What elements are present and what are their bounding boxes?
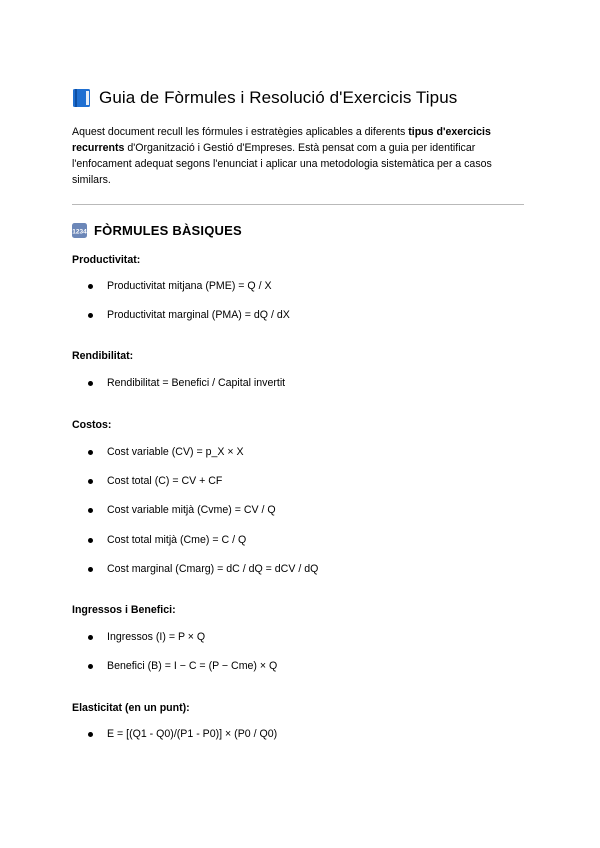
- list-item: [88, 446, 244, 458]
- group-heading-costos: Costos:: [72, 419, 112, 431]
- book-icon: [72, 88, 91, 108]
- svg-text:1234: 1234: [72, 228, 87, 236]
- list-item: [88, 475, 222, 487]
- formula-text: Cost variable mitjà (Cvme) = CV / Q: [107, 504, 276, 516]
- bullet: [88, 450, 93, 455]
- group-heading-rendibilitat: Rendibilitat:: [72, 350, 134, 362]
- list-item: [88, 309, 290, 321]
- bullet: [88, 567, 93, 572]
- horizontal-divider: [72, 204, 524, 205]
- bullet: [88, 664, 93, 669]
- bullet: [88, 538, 93, 543]
- intro-paragraph: [72, 124, 527, 188]
- list-item: [88, 280, 272, 292]
- list-item: [88, 631, 205, 643]
- list-item: [88, 660, 277, 672]
- formula-text: Productivitat mitjana (PME) = Q / X: [107, 280, 272, 292]
- intro-text-2: d'Organització i Gestió d'Empreses. Està pensat com a guia per identificar l'enfocament adequat segons l'enunciat i aplicar una metodologia sistemàtica per a casos similars.: [72, 142, 492, 186]
- formula-text: Cost total mitjà (Cme) = C / Q: [107, 534, 247, 546]
- bullet: [88, 284, 93, 289]
- list-item: [88, 728, 277, 740]
- formula-text: Benefici (B) = I − C = (P − Cme) × Q: [107, 660, 278, 672]
- formula-text: Cost marginal (Cmarg) = dC / dQ = dCV / dQ: [107, 563, 319, 575]
- list-item: [88, 534, 246, 546]
- bullet: [88, 381, 93, 386]
- section-title: FÒRMULES BÀSIQUES: [94, 223, 242, 238]
- list-item: [88, 504, 276, 516]
- bullet: [88, 313, 93, 318]
- intro-bold-text: tipus d'exercicis recurrents: [72, 126, 491, 154]
- formula-text: Rendibilitat = Benefici / Capital invertit: [107, 377, 286, 389]
- page-title: Guia de Fòrmules i Resolució d'Exercicis Tipus: [99, 88, 458, 107]
- group-heading-elasticitat: Elasticitat (en un punt):: [72, 702, 190, 714]
- intro-text-1: Aquest document recull les fórmules i estratègies aplicables a diferents: [72, 126, 409, 138]
- bullet: [88, 635, 93, 640]
- input-numbers-icon: [72, 223, 87, 238]
- bullet: [88, 732, 93, 737]
- formula-text: Cost variable (CV) = p_X × X: [107, 446, 244, 458]
- bullet: [88, 508, 93, 513]
- formula-text: Cost total (C) = CV + CF: [107, 475, 223, 487]
- group-heading-productivitat: Productivitat:: [72, 254, 141, 266]
- group-heading-ingressos-benefici: Ingressos i Benefici:: [72, 604, 176, 616]
- document-title-row: [72, 88, 457, 108]
- section-heading-row: [72, 223, 242, 238]
- formula-text: E = [(Q1 - Q0)/(P1 - P0)] × (P0 / Q0): [107, 728, 278, 740]
- list-item: [88, 563, 318, 575]
- list-item: [88, 377, 285, 389]
- bullet: [88, 479, 93, 484]
- formula-text: Productivitat marginal (PMA) = dQ / dX: [107, 309, 290, 321]
- formula-text: Ingressos (I) = P × Q: [107, 631, 206, 643]
